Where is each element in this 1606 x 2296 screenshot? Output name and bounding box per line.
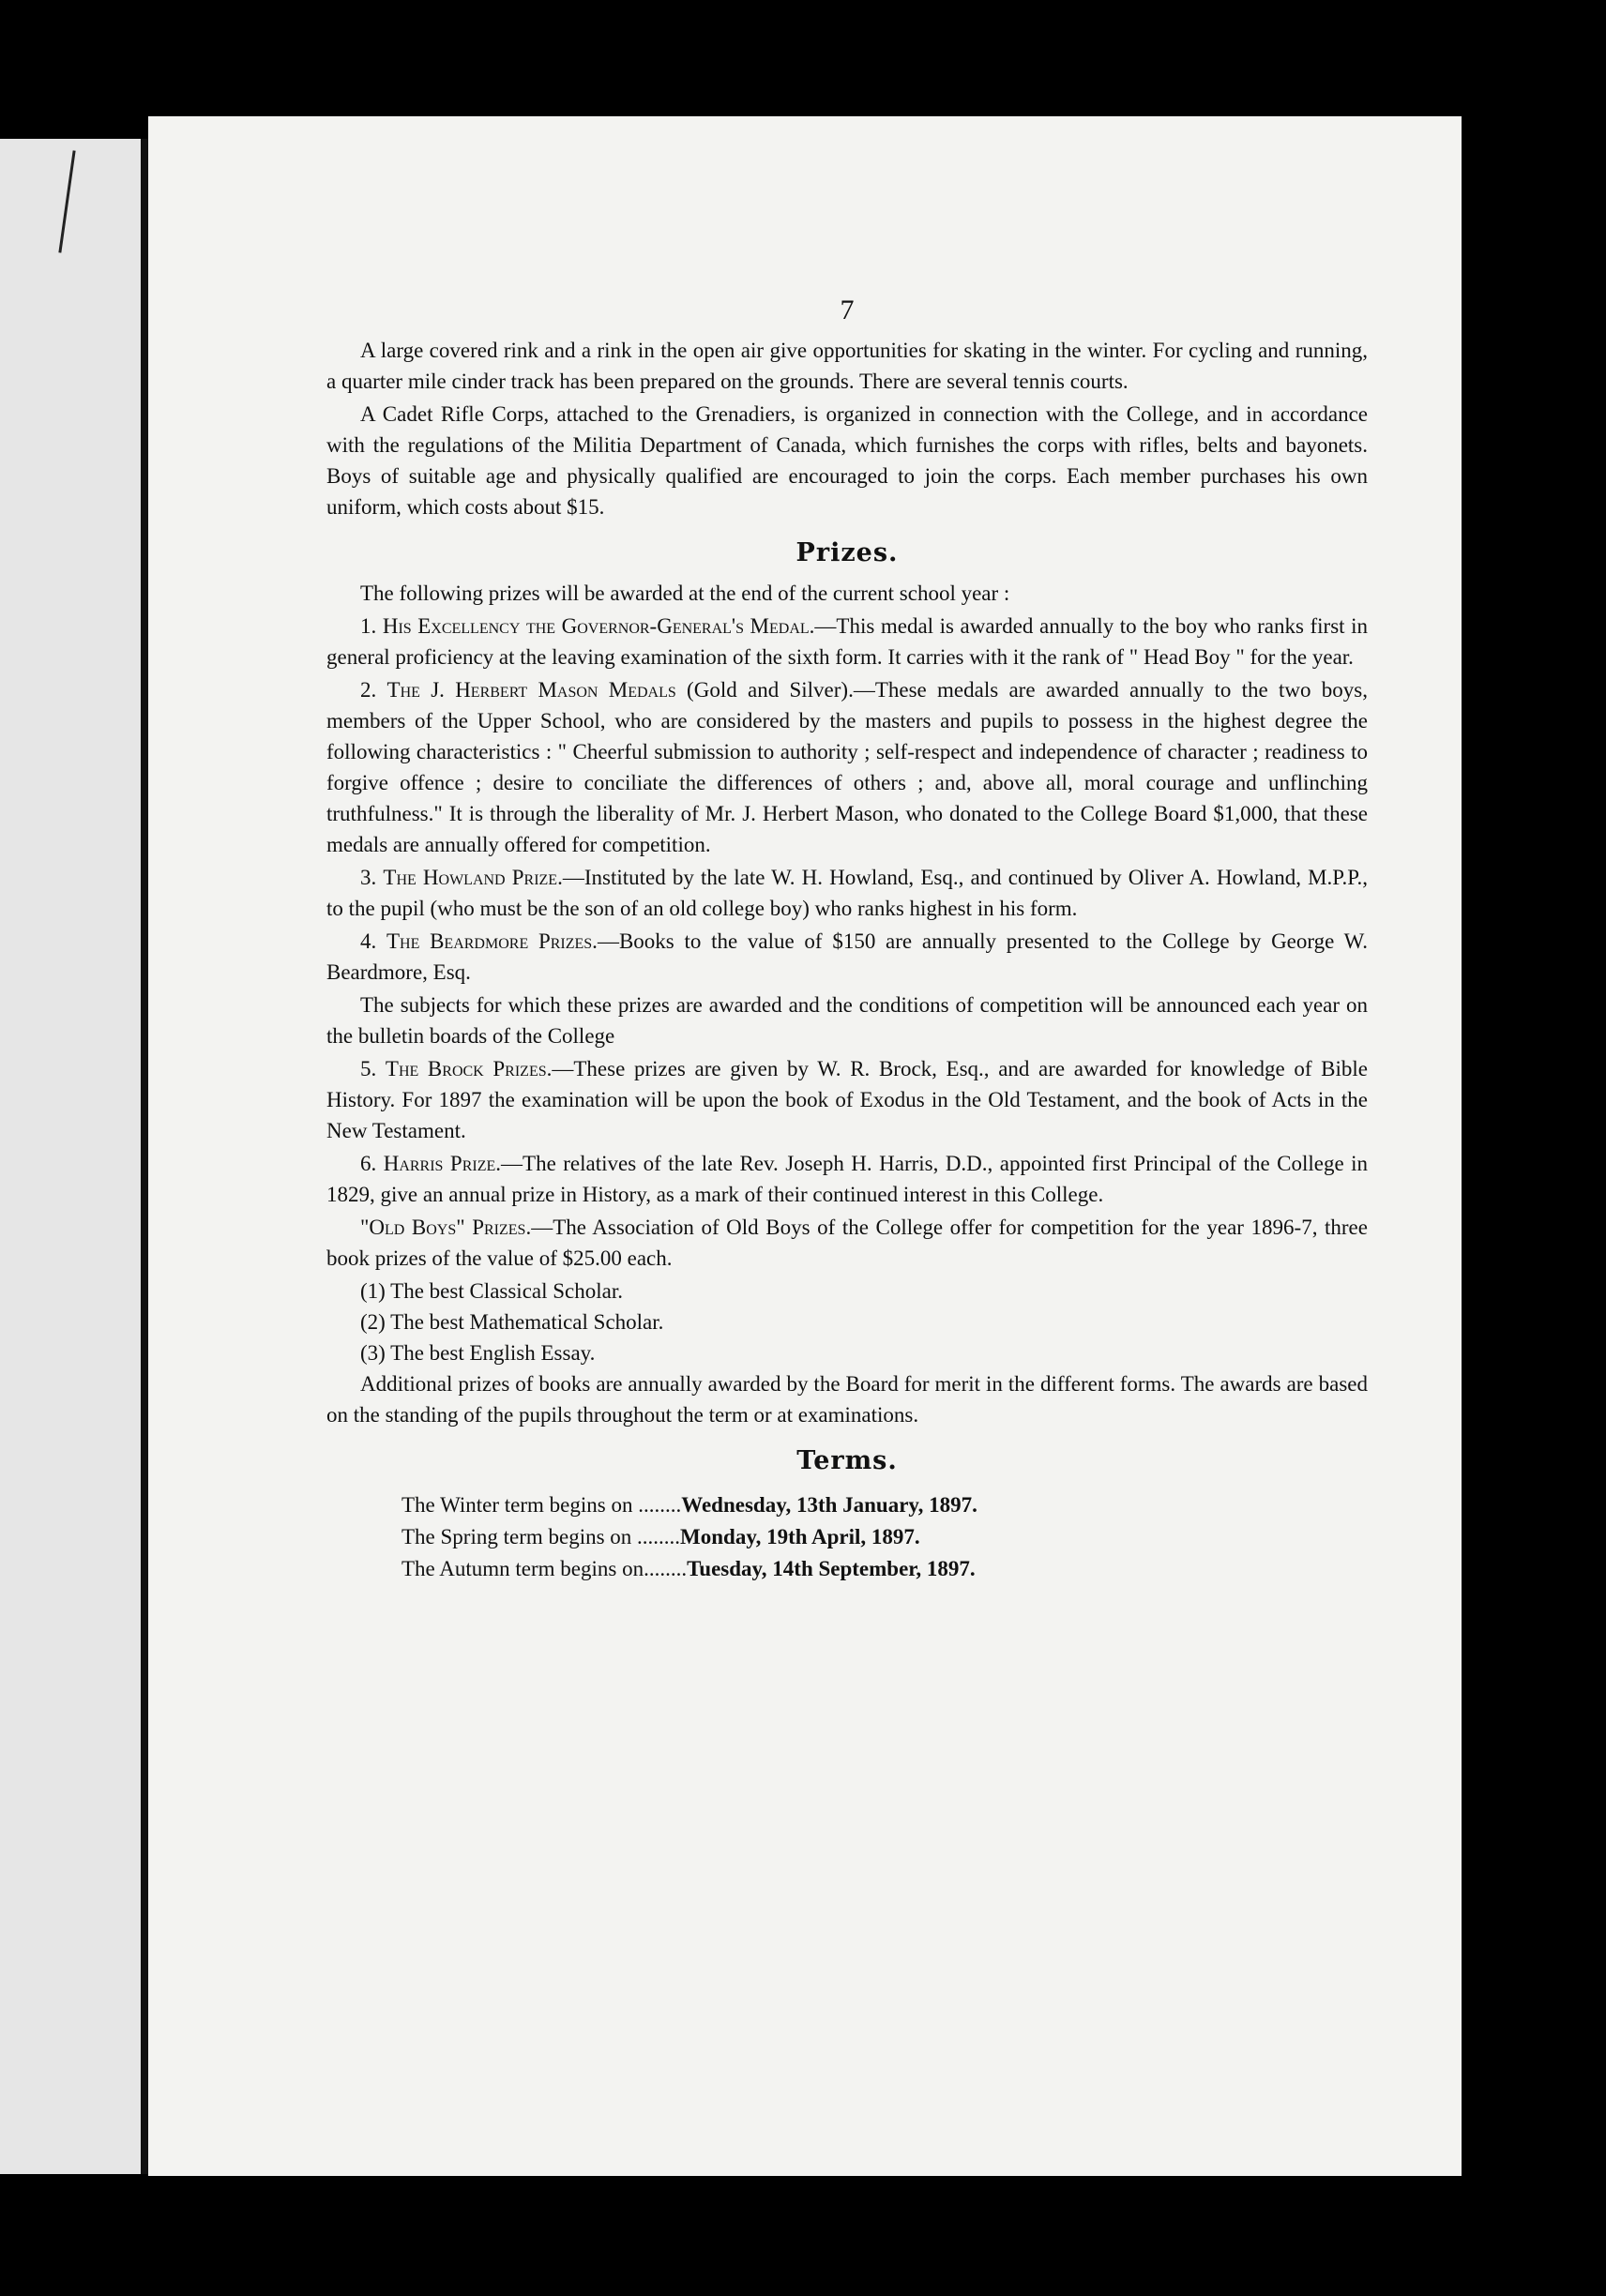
- prize-number: 4.: [360, 929, 377, 953]
- old-boys-text: —The Association of Old Boys of the College offer for competition for the year 1896-7, three book prizes of the value of $25.00 each.: [326, 1216, 1368, 1270]
- prize-number: 3.: [360, 866, 377, 889]
- old-boys-list: [360, 1276, 1368, 1368]
- prize-number: 2.: [360, 678, 377, 702]
- prize-title: The Howland Prize.: [383, 866, 563, 889]
- old-boys-title: "Old Boys" Prizes.: [360, 1216, 532, 1239]
- term-label: The Spring term begins on ........: [402, 1525, 681, 1548]
- prize-item: [326, 674, 1368, 860]
- list-item: (2) The best Mathematical Scholar.: [360, 1310, 664, 1334]
- prize-number: 6.: [360, 1152, 377, 1175]
- additional-prizes: Additional prizes of books are annually awarded by the Board for merit in the different forms. The awards are based on the standing of the pupils throughout the term or at examinations.: [326, 1372, 1368, 1427]
- prizes-intro: The following prizes will be awarded at the end of the current school year :: [360, 582, 1010, 605]
- prize-title: The Beardmore Prizes.: [386, 929, 598, 953]
- prize-item: [326, 1053, 1368, 1146]
- list-item: (3) The best English Essay.: [360, 1341, 596, 1365]
- page-content: [326, 295, 1368, 1585]
- term-date: Wednesday, 13th January, 1897.: [681, 1493, 977, 1517]
- term-date: Tuesday, 14th September, 1897.: [687, 1557, 976, 1580]
- prize-title: Harris Prize.: [383, 1152, 502, 1175]
- prize-number: 1.: [360, 614, 377, 638]
- prize-title: His Excellency the Governor-General's Medal.: [382, 614, 815, 638]
- prize-item: [326, 926, 1368, 988]
- old-boys-prizes: [326, 1212, 1368, 1274]
- prize-text: (Gold and Silver).—These medals are awarded annually to the two boys, members of the Upper School, who are considered by the masters and pupils to possess in the highest degree the following characteristics : " Cheerful submission to authority ; self-respect and independence of character ; readiness to forgive offence ; desire to conciliate the differences of others ; and, above all, moral courage and unflinching truthfulness." It is through the liberality of Mr. J. Herbert Mason, who donated to the College Board $1,000, that these medals are annually offered for competition.: [326, 678, 1369, 856]
- prize-title: The Brock Prizes.: [385, 1057, 553, 1080]
- prize-text: —Instituted by the late W. H. Howland, Esq., and continued by Oliver A. Howland, M.P.P., to the pupil (who must be the son of an old college boy) who ranks highest in his form.: [326, 866, 1369, 920]
- term-date: Monday, 19th April, 1897.: [680, 1525, 920, 1548]
- left-page-edge: [0, 139, 141, 2174]
- page-number: 7: [840, 295, 855, 325]
- intro-paragraph-cadets: A Cadet Rifle Corps, attached to the Grenadiers, is organized in connection with the College, and in accordance with the regulations of the Militia Department of Canada, which furnishes the corps with rifles, belts and bayonets. Boys of suitable age and physically qualified are encouraged to join the corps. Each member purchases his own uniform, which costs about $15.: [326, 402, 1368, 519]
- prize-number: 5.: [360, 1057, 377, 1080]
- document-page: [148, 116, 1462, 2176]
- prize-text: —These prizes are given by W. R. Brock, Esq., and are awarded for knowledge of Bible History. For 1897 the examination will be upon the book of Exodus in the Old Testament, and the book of Acts in the New Testament.: [326, 1057, 1368, 1142]
- prize-text: The subjects for which these prizes are awarded and the conditions of competition will be announced each year on the bulletin boards of the College: [326, 993, 1368, 1048]
- prize-title: The J. Herbert Mason Medals: [386, 678, 676, 702]
- term-row-autumn: [402, 1553, 1368, 1585]
- prize-text: —Books to the value of $150 are annually presented to the College by George W. Beardmore, Esq.: [326, 929, 1369, 984]
- term-row-winter: [402, 1489, 1368, 1521]
- prize-item: [326, 862, 1368, 924]
- terms-heading: Terms.: [796, 1446, 898, 1475]
- term-label: The Winter term begins on ........: [402, 1493, 682, 1517]
- term-label: The Autumn term begins on........: [402, 1557, 688, 1580]
- prize-text: —The relatives of the late Rev. Joseph H. Harris, D.D., appointed first Principal of the College in 1829, give an annual prize in History, as a mark of their continued interest in this College.: [326, 1152, 1369, 1206]
- term-row-spring: [402, 1521, 1368, 1553]
- prize-conditions: [326, 989, 1368, 1051]
- intro-paragraph-sports: A large covered rink and a rink in the open air give opportunities for skating in the winter. For cycling and running, a quarter mile cinder track has been prepared on the grounds. There are several tennis courts.: [326, 339, 1368, 393]
- prize-text: —This medal is awarded annually to the boy who ranks first in general proficiency at the leaving examination of the sixth form. It carries with it the rank of " Head Boy " for the year.: [326, 614, 1369, 669]
- prize-item: [326, 611, 1368, 672]
- terms-list: [402, 1489, 1368, 1585]
- book-spine: [141, 139, 148, 2174]
- prizes-heading: Prizes.: [795, 538, 899, 567]
- prize-item: [326, 1148, 1368, 1210]
- list-item: (1) The best Classical Scholar.: [360, 1279, 623, 1303]
